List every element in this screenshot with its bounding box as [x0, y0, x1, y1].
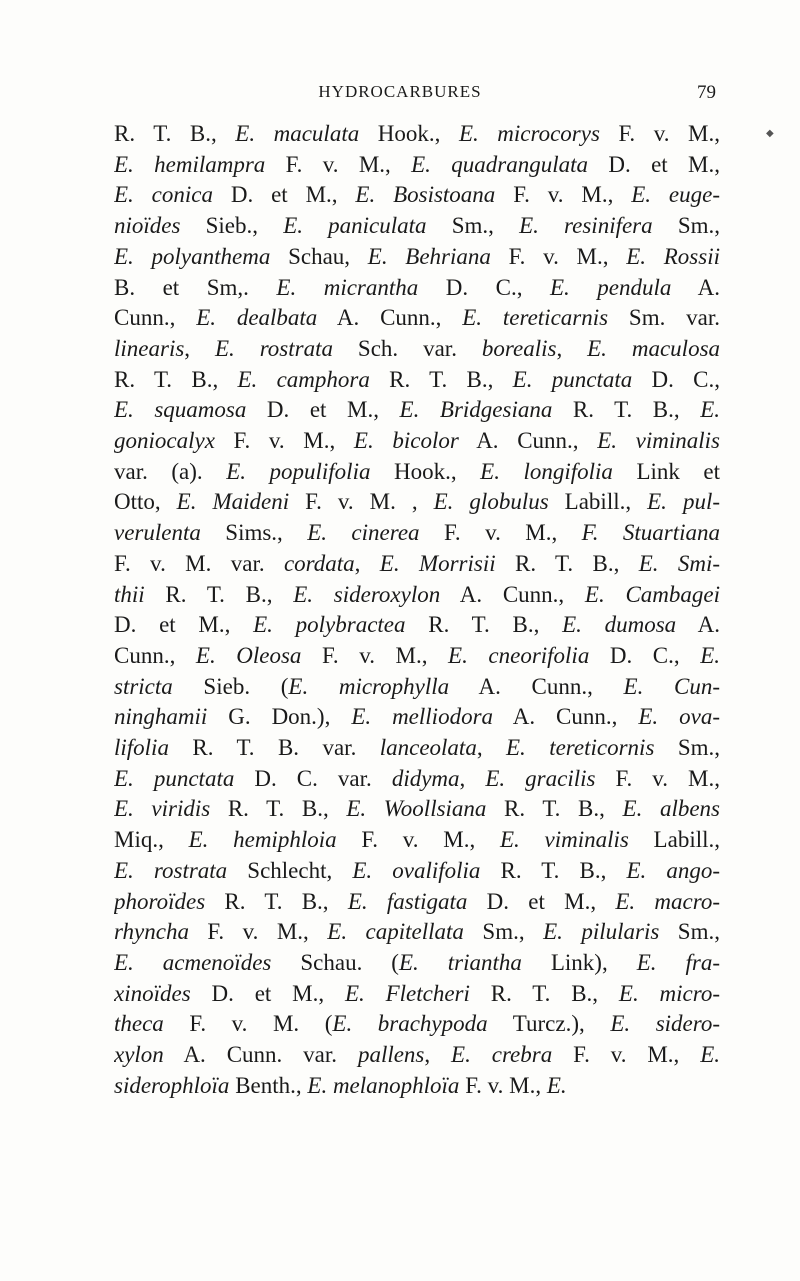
species-name: E. punctata: [114, 765, 235, 791]
text-segment: A. Cunn.,: [493, 704, 639, 730]
text-segment: F. v. M.,: [265, 151, 412, 177]
text-line: [114, 1071, 720, 1102]
species-name: didyma: [391, 765, 460, 791]
text-segment: A.: [671, 274, 720, 300]
species-name: E. Woollsiana: [346, 796, 487, 822]
text-segment: R. T. B.,: [144, 581, 294, 607]
species-name: E. Cambagei: [584, 581, 720, 607]
text-segment: Sm.,: [463, 919, 544, 945]
species-name: E. cinerea: [307, 520, 420, 546]
text-segment: D. C.,: [418, 274, 550, 300]
text-line: [114, 702, 720, 733]
species-name: E. acmenoïdes: [114, 949, 272, 975]
species-name: E. gracilis: [485, 765, 596, 791]
text-segment: Schau,: [270, 243, 368, 269]
text-line: [114, 979, 720, 1010]
text-segment: A. Cunn. var.: [163, 1042, 358, 1068]
text-line: [114, 487, 720, 518]
text-segment: F. v. M.,: [336, 827, 500, 853]
text-segment: D. et M.,: [212, 182, 356, 208]
text-segment: R. T. B.,: [369, 366, 513, 392]
species-name: lanceolata: [379, 735, 477, 761]
text-segment: R. T. B. var.: [168, 735, 380, 761]
species-name: E. paniculata: [283, 213, 427, 239]
species-name: thii: [114, 581, 145, 607]
text-segment: A. Cunn.,: [440, 581, 585, 607]
species-name: E. euge-: [631, 182, 720, 208]
species-name: E. dumosa: [562, 612, 677, 638]
species-name: E.: [700, 642, 720, 668]
text-segment: R. T. B.,: [469, 980, 619, 1006]
species-name: E. camphora: [237, 366, 370, 392]
text-segment: Sm.,: [426, 213, 520, 239]
species-name: E. quadrangulata: [411, 151, 589, 177]
species-name: E. triantha: [398, 949, 522, 975]
text-line: [114, 641, 720, 672]
text-segment: R. T. B.,: [495, 550, 639, 576]
species-name: E.: [546, 1072, 567, 1098]
text-line: [114, 825, 720, 856]
species-name: E. viridis: [114, 796, 211, 822]
species-name: linearis: [114, 335, 185, 361]
text-segment: Labill.,: [628, 827, 720, 853]
species-name: E. tereticarnis: [462, 305, 609, 331]
text-segment: Sch. var.: [332, 335, 482, 361]
text-segment: var. (a).: [114, 458, 227, 484]
text-line: [114, 948, 720, 979]
text-segment: Labill.,: [548, 489, 648, 515]
text-segment: A. Cunn.,: [458, 428, 598, 454]
text-line: [114, 211, 720, 242]
text-segment: F. v. M.,: [188, 919, 328, 945]
text-segment: A.: [676, 612, 720, 638]
text-line: [114, 794, 720, 825]
species-name: E. rostrata: [214, 335, 333, 361]
text-segment: F. v. M.,: [495, 182, 632, 208]
species-name: E. conica: [114, 182, 213, 208]
species-name: E. fra-: [636, 949, 720, 975]
text-line: [114, 303, 720, 334]
text-segment: Cunn.,: [114, 642, 196, 668]
species-name: E.: [700, 1042, 720, 1068]
text-segment: D. et M.,: [190, 980, 345, 1006]
text-segment: F. v. M.,: [490, 243, 627, 269]
species-name: E. cneorifolia: [448, 642, 590, 668]
text-line: [114, 180, 720, 211]
text-line: [114, 1040, 720, 1071]
margin-mark: ◆: [766, 128, 774, 139]
species-name: E. polybractea: [253, 612, 406, 638]
text-segment: ,: [354, 550, 380, 576]
running-head: [0, 82, 800, 106]
text-segment: R. T. B.,: [405, 612, 563, 638]
species-name: E. ango-: [626, 857, 720, 883]
text-segment: F. v. M. ,: [289, 489, 434, 515]
species-name: E. microphylla: [288, 673, 450, 699]
text-segment: ,: [556, 335, 588, 361]
text-segment: Cunn.,: [114, 305, 197, 331]
text-line: [114, 549, 720, 580]
text-line: [114, 733, 720, 764]
text-line: [114, 856, 720, 887]
species-name: cordata: [283, 550, 355, 576]
species-name: ninghamii: [114, 704, 208, 730]
text-segment: D. et M.,: [467, 888, 616, 914]
species-name: lifolia: [114, 735, 169, 761]
species-name: E.: [700, 397, 720, 423]
text-segment: Link et: [612, 458, 720, 484]
species-name: E. Cun-: [623, 673, 720, 699]
species-name: E. polyanthema: [114, 243, 271, 269]
text-line: [114, 395, 720, 426]
text-segment: F. v. M.,: [214, 428, 354, 454]
species-name: E. microcorys: [458, 121, 600, 146]
text-segment: Sm.,: [654, 735, 720, 761]
text-segment: ,: [184, 335, 215, 361]
text-segment: F. v. M.,: [459, 1072, 547, 1098]
text-segment: Miq.,: [114, 827, 189, 853]
text-segment: Sieb.,: [180, 213, 284, 239]
text-line: [114, 334, 720, 365]
species-name: E. ovalifolia: [352, 857, 481, 883]
text-segment: D. C.,: [632, 366, 720, 392]
species-name: E. Morrisii: [379, 550, 496, 576]
text-segment: D. et M.,: [114, 612, 254, 638]
text-line: [114, 365, 720, 396]
page-number: 79: [697, 82, 716, 103]
text-segment: R. T. B.,: [205, 888, 348, 914]
species-name: E. maculata: [235, 121, 360, 146]
species-name: E. micro-: [618, 980, 720, 1006]
text-segment: Otto,: [114, 489, 177, 515]
species-name: E. Bridgesiana: [399, 397, 553, 423]
text-segment: Sieb. (: [172, 673, 289, 699]
text-line: [114, 580, 720, 611]
text-segment: R. T. B.,: [114, 366, 238, 392]
text-segment: Turcz.),: [487, 1011, 611, 1037]
species-name: E. viminalis: [499, 827, 629, 853]
text-line: [114, 426, 720, 457]
text-segment: R. T. B.,: [114, 121, 236, 146]
species-name: E. crebra: [451, 1042, 553, 1068]
species-name: E. pilularis: [543, 919, 660, 945]
species-name: E. pul-: [647, 489, 720, 515]
species-name: E. dealbata: [196, 305, 318, 331]
text-segment: Benth.,: [229, 1072, 308, 1098]
species-name: E. Rossii: [626, 243, 720, 269]
species-name: E. micrantha: [276, 274, 419, 300]
species-name: E. melliodora: [351, 704, 494, 730]
text-segment: Sims.,: [200, 520, 308, 546]
text-segment: F. v. M.,: [552, 1042, 701, 1068]
species-name: E. capitellata: [327, 919, 464, 945]
species-name: E. hemilampra: [114, 151, 266, 177]
species-name: E. squamosa: [114, 397, 247, 423]
text-segment: A. Cunn.,: [317, 305, 463, 331]
species-name: E. maculosa: [587, 335, 720, 361]
species-name: borealis: [481, 335, 557, 361]
species-name: E. rostrata: [114, 857, 228, 883]
species-name: E. fastigata: [347, 888, 468, 914]
species-name: E. longifolia: [480, 458, 613, 484]
text-segment: B. et Sm,.: [114, 274, 277, 300]
species-name: xinoïdes: [114, 980, 191, 1006]
text-segment: R. T. B.,: [210, 796, 347, 822]
text-segment: D. et M.,: [588, 151, 720, 177]
text-segment: ,: [476, 735, 506, 761]
species-name: goniocalyx: [114, 428, 215, 454]
species-name: E. brachypoda: [332, 1011, 488, 1037]
species-name: pallens: [357, 1042, 425, 1068]
text-line: [114, 518, 720, 549]
text-segment: Schau. (: [271, 949, 399, 975]
text-line: [114, 917, 720, 948]
text-segment: R. T. B.,: [480, 857, 627, 883]
text-line: [114, 457, 720, 488]
species-name: E. Smi-: [638, 550, 720, 576]
text-segment: Link),: [521, 949, 637, 975]
text-line: [114, 150, 720, 181]
species-name: E. Behriana: [367, 243, 491, 269]
species-name: E. hemiphloia: [188, 827, 337, 853]
text-segment: Hook.,: [370, 458, 481, 484]
species-name: nioïdes: [114, 213, 181, 239]
body-text: [114, 119, 720, 1102]
text-segment: D. C. var.: [234, 765, 392, 791]
species-name: xylon: [114, 1042, 164, 1068]
text-segment: A. Cunn.,: [449, 673, 624, 699]
text-segment: G. Don.),: [207, 704, 352, 730]
text-line: [114, 1009, 720, 1040]
text-segment: Sm. var.: [608, 305, 720, 331]
text-segment: F. v. M.,: [595, 765, 720, 791]
text-segment: D. et M.,: [246, 397, 400, 423]
species-name: E. ova-: [638, 704, 720, 730]
text-segment: F. v. M.,: [419, 520, 582, 546]
text-line: [114, 764, 720, 795]
running-title: HYDROCARBURES: [318, 82, 482, 101]
species-name: E. globulus: [433, 489, 549, 515]
species-name: rhyncha: [114, 919, 189, 945]
text-segment: F. v. M. var.: [114, 550, 284, 576]
species-name: theca: [114, 1011, 164, 1037]
text-line: [114, 242, 720, 273]
text-segment: Sm.,: [652, 213, 720, 239]
text-segment: R. T. B.,: [486, 796, 623, 822]
text-segment: Schlecht,: [227, 857, 353, 883]
species-name: E. albens: [622, 796, 720, 822]
species-name: E. macro-: [615, 888, 720, 914]
text-line: [114, 119, 720, 150]
species-name: phoroïdes: [114, 888, 206, 914]
text-line: [114, 610, 720, 641]
text-line: [114, 672, 720, 703]
species-name: E. Fletcheri: [344, 980, 470, 1006]
text-segment: Hook.,: [359, 121, 459, 146]
species-name: E. Maideni: [176, 489, 290, 515]
text-segment: F. v. M.,: [599, 121, 720, 146]
species-name: E. Bosistoana: [355, 182, 496, 208]
text-line: [114, 273, 720, 304]
species-name: E. populifolia: [226, 458, 371, 484]
species-name: F. Stuartiana: [581, 520, 720, 546]
species-name: E. sideroxylon: [293, 581, 441, 607]
species-name: E. bicolor: [353, 428, 459, 454]
text-segment: ,: [459, 765, 486, 791]
text-segment: D. C.,: [589, 642, 701, 668]
text-segment: F. v. M. (: [163, 1011, 333, 1037]
species-name: E. punctata: [512, 366, 633, 392]
species-name: E. pendula: [550, 274, 672, 300]
species-name: E. resinifera: [519, 213, 653, 239]
species-name: stricta: [114, 673, 173, 699]
species-name: E. sidero-: [610, 1011, 720, 1037]
species-name: E. viminalis: [597, 428, 720, 454]
text-segment: Sm.,: [659, 919, 720, 945]
species-name: siderophloïa: [114, 1072, 230, 1098]
species-name: E. tereticornis: [506, 735, 655, 761]
text-segment: ,: [424, 1042, 452, 1068]
text-segment: F. v. M.,: [301, 642, 449, 668]
species-name: verulenta: [114, 520, 201, 546]
text-line: [114, 887, 720, 918]
species-name: E. Oleosa: [195, 642, 302, 668]
species-name: E. melanophloïa: [307, 1072, 460, 1098]
text-segment: R. T. B.,: [552, 397, 701, 423]
